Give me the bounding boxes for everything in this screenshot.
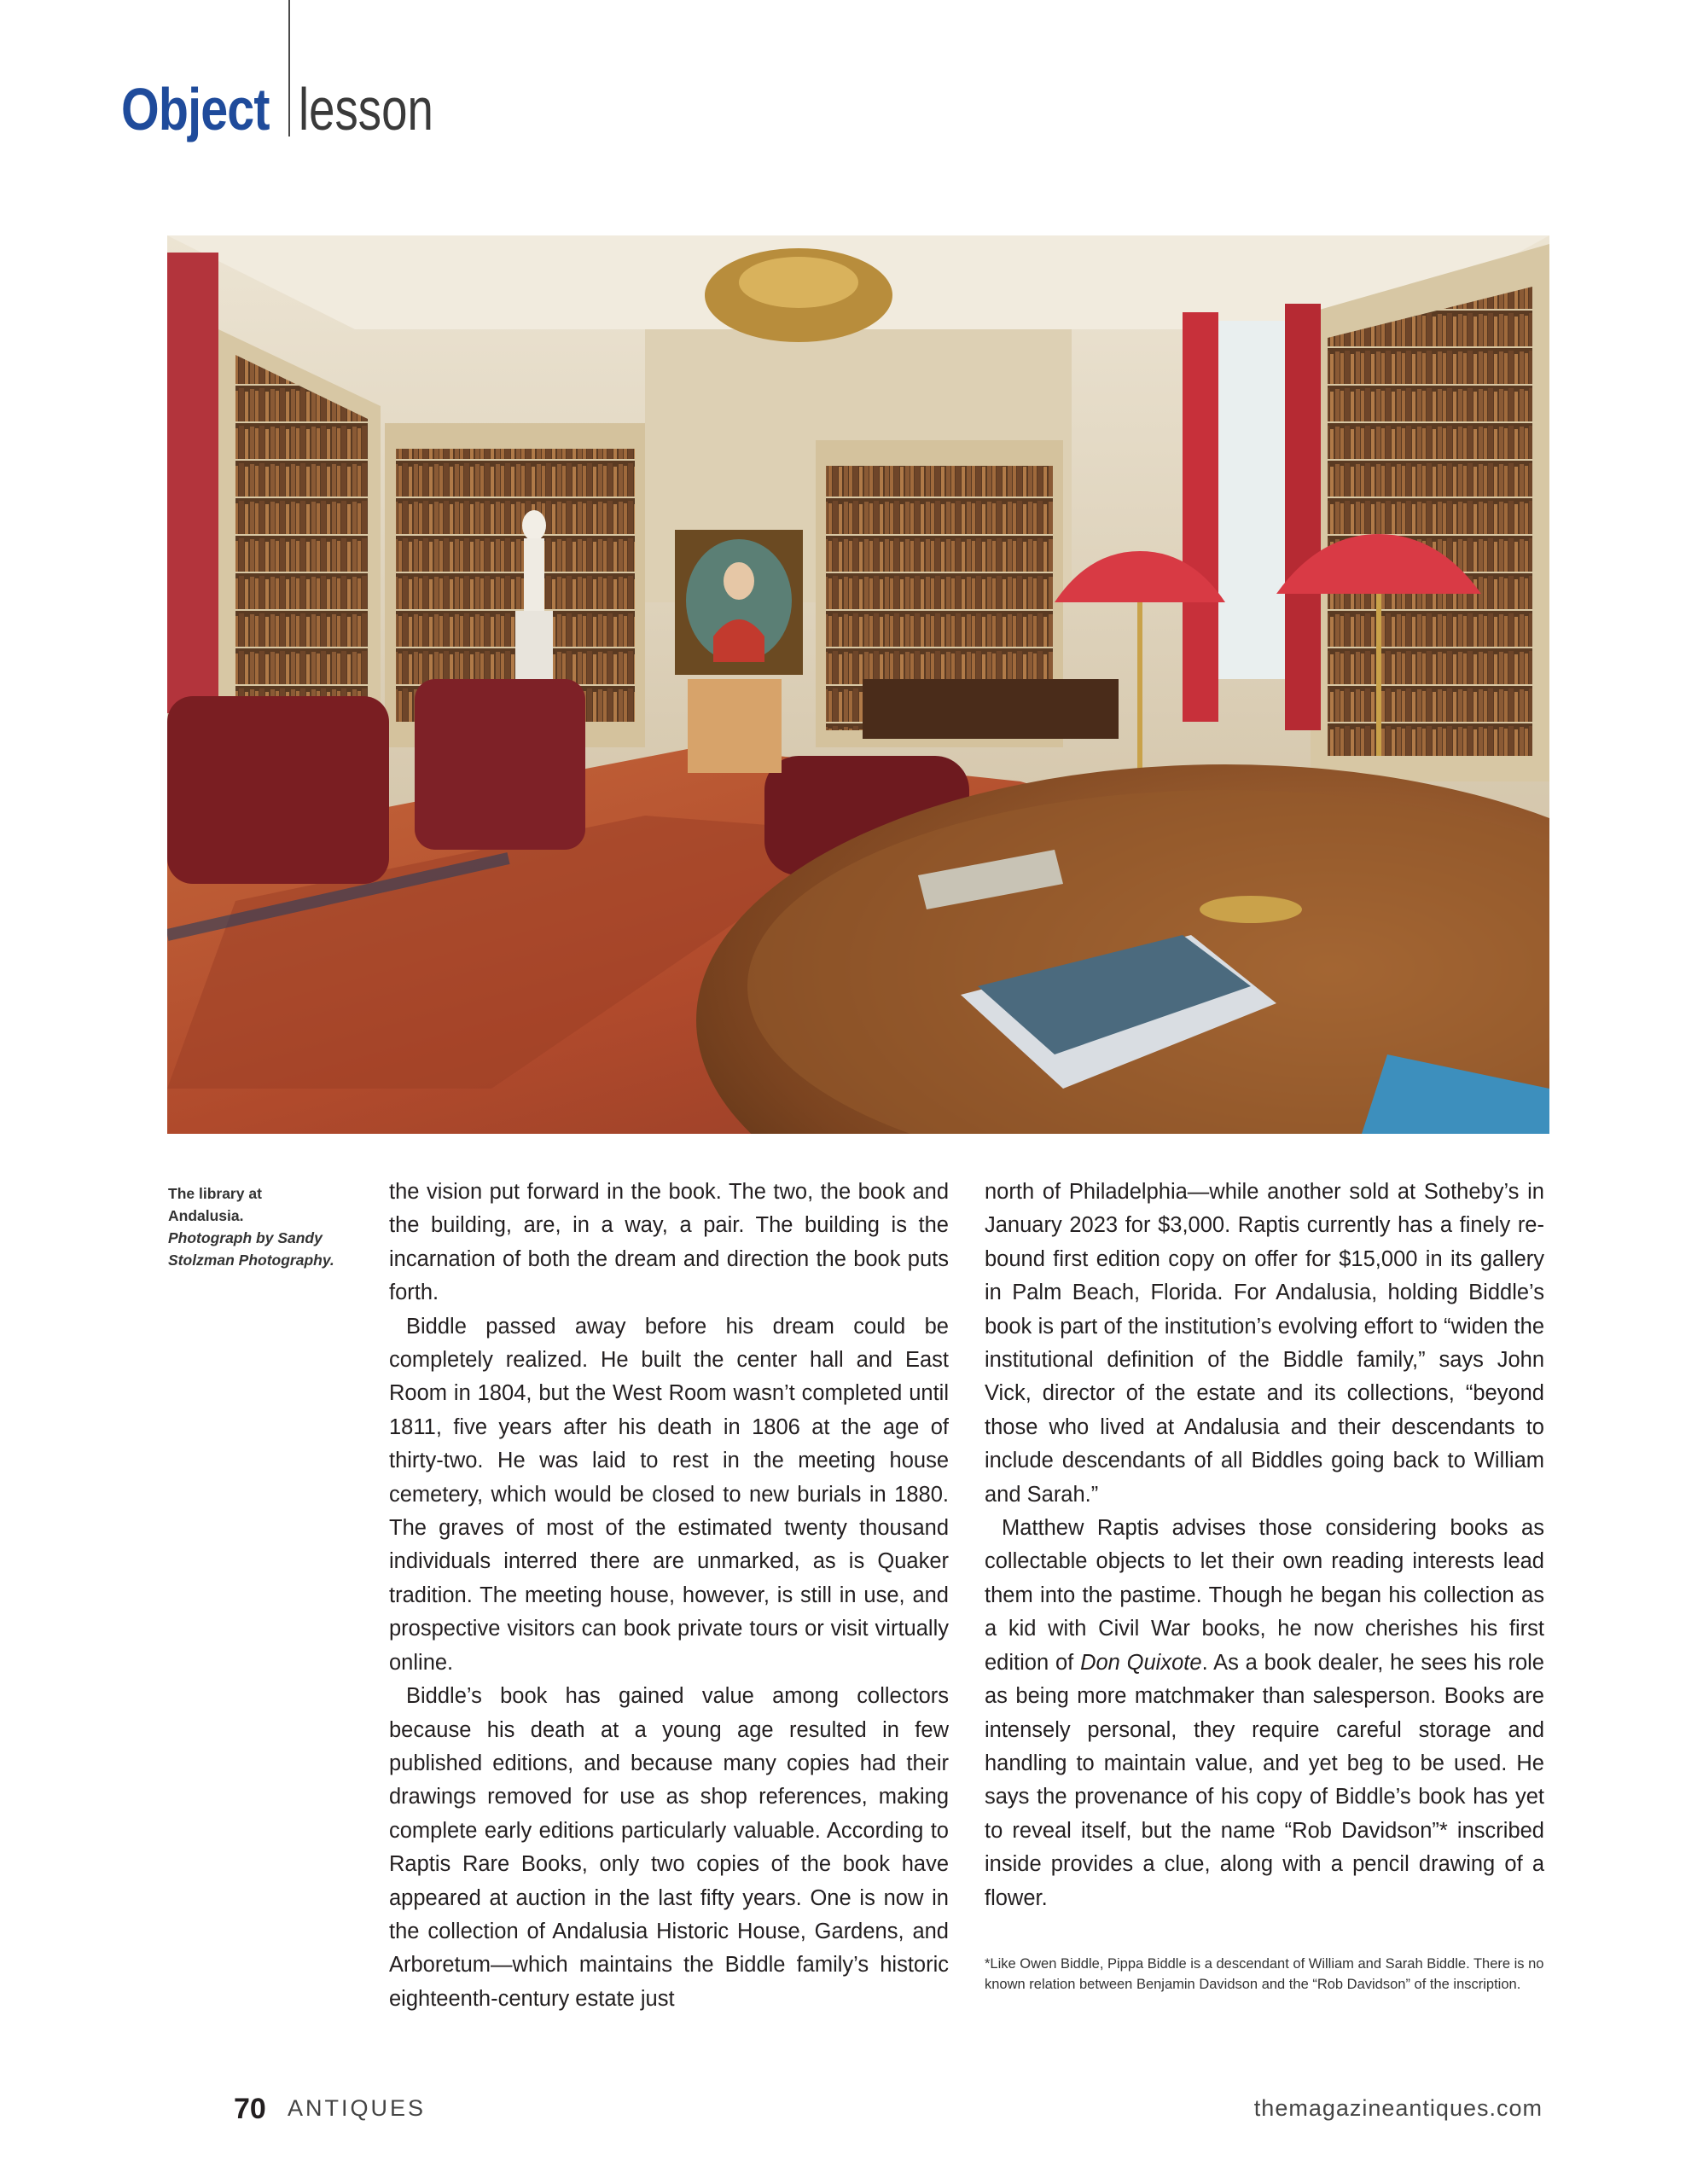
col2-paragraph-2 [985,1512,1544,1915]
col2-paragraph-2-start: Matthew Raptis advises those considering books as collectable objects to let their own reading interests lead them into the pastime. Though he began his collection as a kid with Civil War books, he now cherishes his first edition of [985,1516,1544,1675]
article-column-2 [985,1176,1544,1915]
photo-caption [168,1182,339,1271]
section-title-lesson: lesson [299,76,433,142]
col2-paragraph-2-end: . As a book dealer, he sees his role as being more matchmaker than salesperson. Books are intensely personal, they require careful storage and handling to maintain value, and yet beg to be used. He says the provenance of his copy of Biddle’s book has yet to reveal itself, but the name “Rob Davidson”* inscribed inside provides a clue, along with a pencil drawing of a flower. [985,1650,1544,1910]
header-divider [288,0,290,136]
section-title-object: Object [121,76,270,142]
book-title-don-quixote: Don Quixote [1080,1650,1202,1675]
caption-title: The library at Andalusia. [168,1185,262,1224]
site-url[interactable]: themagazineantiques.com [1253,2095,1543,2121]
page-number: 70 [234,2093,266,2125]
article-column-1 [389,1176,949,2016]
col1-paragraph-3: Biddle’s book has gained value among collectors because his death at a young age resulted in few published editions, and because many copies had their drawings removed for use as shop references, making complete early editions particularly valuable. According to Raptis Rare Books, only two copies of the book have appeared at auction in the last fifty years. One is now in the collection of Andalusia Historic House, Gardens, and Arboretum—which maintains the Biddle family’s historic eighteenth-century estate just [389,1684,949,2011]
caption-credit: Photograph by Sandy Stolzman Photography. [168,1229,334,1269]
magazine-name: ANTIQUES [288,2095,427,2121]
footnote: *Like Owen Biddle, Pippa Biddle is a descendant of William and Sarah Biddle. There is no known relation between Benjamin Davidson and the “Rob Davidson” of the inscription. [985,1956,1544,1992]
col1-paragraph-1: the vision put forward in the book. The two, the book and the building, are, in a way, a pair. The building is the incarnation of both the dream and direction the book puts forth. [389,1180,949,1305]
col2-paragraph-1: north of Philadelphia—while another sold at Sotheby’s in January 2023 for $3,000. Raptis currently has a finely re-bound first edition copy on offer for $15,000 in its gallery in Palm Beach, Florida. For Andalusia, holding Biddle’s book is part of the institution’s evolving effort to “widen the institutional definition of the Biddle family,” says John Vick, director of the estate and its collections, “beyond those who lived at Andalusia and their descendants to include descendants of all Biddles going back to William and Sarah.” [985,1180,1544,1507]
library-photo [167,235,1549,1134]
col1-paragraph-2: Biddle passed away before his dream could be completely realized. He built the center hall and East Room in 1804, but the West Room wasn’t completed until 1811, five years after his death in 1806 at the age of thirty-two. He was laid to rest in the meeting house cemetery, which would be closed to new burials in 1880. The graves of most of the estimated twenty thousand individuals interred there are unmarked, as is Quaker tradition. The meeting house, however, is still in use, and prospective visitors can book private tours or visit virtually online. [389,1314,949,1675]
